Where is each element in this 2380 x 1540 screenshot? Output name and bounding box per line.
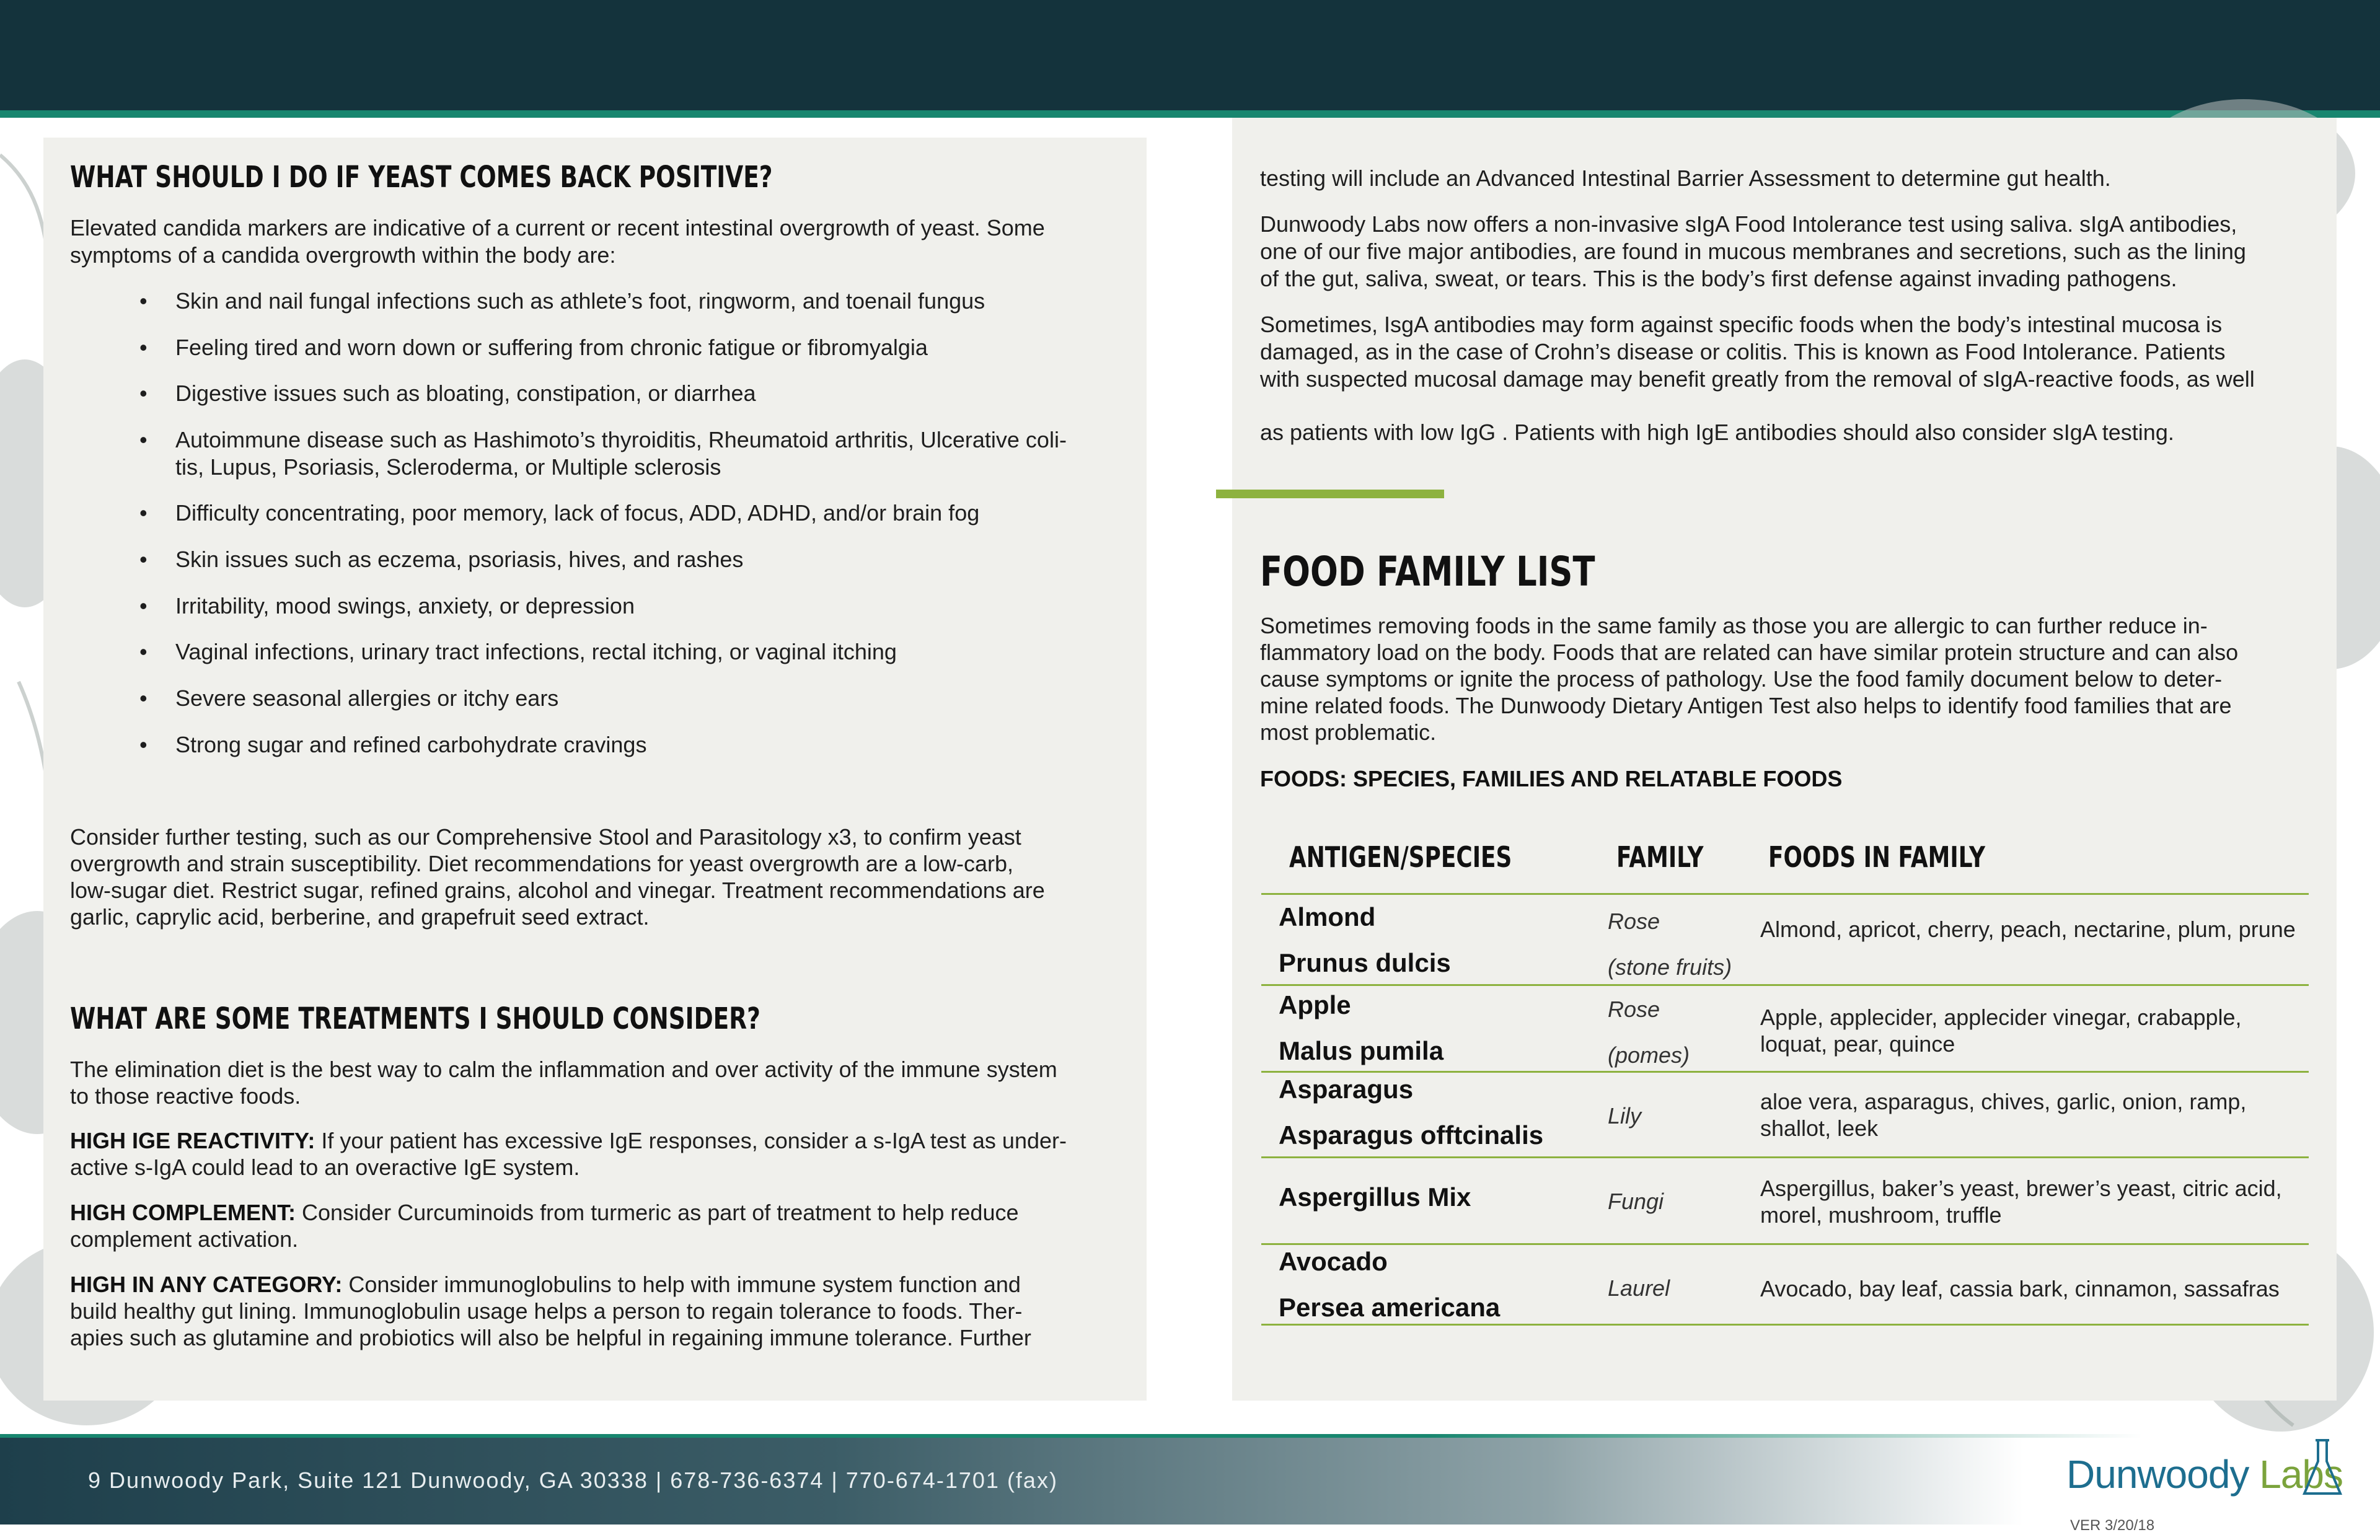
bullet-dot: • xyxy=(139,288,148,314)
complement-text: Consider Curcuminoids from turmeric as part of treatment to help reduce xyxy=(296,1200,1019,1225)
food-family-heading: FOOD FAMILY LIST xyxy=(1260,548,1595,596)
siga-intro-line: Dunwoody Labs now offers a non-invasive sIgA Food Intolerance test using saliva. sIgA antibodies, xyxy=(1260,211,2237,237)
symptom-item-continued: tis, Lupus, Psoriasis, Scleroderma, or Multiple sclerosis xyxy=(175,454,721,480)
bullet-dot: • xyxy=(139,593,148,618)
antigen-name: Avocado xyxy=(1279,1247,1388,1276)
yeast-intro-line-2: symptoms of a candida overgrowth within the body are: xyxy=(70,242,616,268)
bullet-dot: • xyxy=(139,335,148,360)
bullet-dot: • xyxy=(139,547,148,572)
table-rule xyxy=(1261,893,2309,895)
food-family-intro-line: Sometimes removing foods in the same family as those you are allergic to can further reduce in- xyxy=(1260,613,2208,638)
foods-in-family: Almond, apricot, cherry, peach, nectarine, plum, prune xyxy=(1760,917,2296,942)
species-name: Malus pumila xyxy=(1279,1036,1444,1065)
foods-subheading: FOODS: SPECIES, FAMILIES AND RELATABLE FOODS xyxy=(1260,766,1843,791)
yeast-intro-line-1: Elevated candida markers are indicative of a current or recent intestinal overgrowth of yeast. Some xyxy=(70,215,1045,240)
family-name: Rose xyxy=(1608,997,1660,1022)
symptom-item: Vaginal infections, urinary tract infections, rectal itching, or vaginal itching xyxy=(175,639,897,664)
further-testing-line: low-sugar diet. Restrict sugar, refined grains, alcohol and vinegar. Treatment recommendations are xyxy=(70,878,1045,903)
symptom-item: Digestive issues such as bloating, constipation, or diarrhea xyxy=(175,381,756,406)
symptom-item: Difficulty concentrating, poor memory, lack of focus, ADD, ADHD, and/or brain fog xyxy=(175,500,980,526)
bullet-dot: • xyxy=(139,685,148,711)
any-category-line xyxy=(70,1271,1021,1298)
low-igg-line: as patients with low IgG . Patients with high IgE antibodies should also consider sIgA testing. xyxy=(1260,420,2174,445)
ige-reactivity-line: active s-IgA could lead to an overactive IgE system. xyxy=(70,1155,580,1180)
flask-icon xyxy=(2301,1437,2344,1498)
table-rule xyxy=(1261,1156,2309,1158)
table-rule xyxy=(1261,1324,2309,1326)
bullet-dot: • xyxy=(139,381,148,406)
foods-in-family: Apple, applecider, applecider vinegar, crabapple, loquat, pear, quince xyxy=(1760,1005,2242,1057)
table-rule xyxy=(1261,984,2309,986)
food-family-intro-line: cause symptoms or ignite the process of pathology. Use the food family document below to deter- xyxy=(1260,666,2223,692)
species-name: Asparagus offtcinalis xyxy=(1279,1120,1544,1150)
any-category-text: Consider immunoglobulins to help with immune system function and xyxy=(342,1272,1021,1297)
foods-in-family: Aspergillus, baker’s yeast, brewer’s yeast, citric acid, morel, mushroom, truffle xyxy=(1760,1176,2282,1228)
food-family-intro-line: flammatory load on the body. Foods that are related can have similar protein structure and can also xyxy=(1260,640,2239,665)
version-label: VER 3/20/18 xyxy=(2070,1517,2155,1534)
symptom-item: Irritability, mood swings, anxiety, or depression xyxy=(175,593,635,618)
bullet-dot: • xyxy=(139,732,148,757)
complement-line: complement activation. xyxy=(70,1226,299,1252)
symptom-item: Feeling tired and worn down or suffering from chronic fatigue or fibromyalgia xyxy=(175,335,928,360)
antigen-name: Almond xyxy=(1279,902,1376,931)
foods-in-family: Avocado, bay leaf, cassia bark, cinnamon, sassafras xyxy=(1760,1276,2280,1301)
yeast-positive-heading: WHAT SHOULD I DO IF YEAST COMES BACK POSITIVE? xyxy=(70,160,773,195)
isga-line: damaged, as in the case of Crohn’s disease or colitis. This is known as Food Intolerance. Patients xyxy=(1260,339,2226,364)
family-qualifier: (pomes) xyxy=(1608,1042,1690,1068)
antigen-name: Asparagus xyxy=(1279,1075,1414,1104)
table-rule xyxy=(1261,1071,2309,1073)
symptom-item: Severe seasonal allergies or itchy ears xyxy=(175,685,559,711)
siga-intro-line: of the gut, saliva, sweat, or tears. This is the body’s first defense against invading pathogens. xyxy=(1260,266,2177,291)
any-category-label: HIGH IN ANY CATEGORY: xyxy=(70,1272,343,1297)
family-name: Fungi xyxy=(1608,1189,1664,1214)
food-family-intro-line: most problematic. xyxy=(1260,719,1437,745)
foods-in-family: aloe vera, asparagus, chives, garlic, onion, ramp, shallot, leek xyxy=(1760,1089,2247,1141)
bullet-dot: • xyxy=(139,639,148,664)
family-name: Laurel xyxy=(1608,1275,1670,1301)
column-header-family: FAMILY xyxy=(1616,840,1704,874)
bullet-dot: • xyxy=(139,500,148,526)
species-name: Prunus dulcis xyxy=(1279,948,1451,977)
species-name: Persea americana xyxy=(1279,1293,1501,1322)
symptom-item: Skin issues such as eczema, psoriasis, hives, and rashes xyxy=(175,547,744,572)
section-divider xyxy=(1216,490,1444,498)
ige-reactivity-label: HIGH IGE REACTIVITY: xyxy=(70,1128,315,1153)
treatments-heading: WHAT ARE SOME TREATMENTS I SHOULD CONSIDER? xyxy=(70,1001,760,1036)
logo-accent-text: Labs xyxy=(2249,1452,2343,1497)
antigen-name: Aspergillus Mix xyxy=(1279,1182,1471,1212)
complement-label: HIGH COMPLEMENT: xyxy=(70,1200,296,1225)
any-category-line: apies such as glutamine and probiotics will also be helpful in regaining immune tolerance. Further xyxy=(70,1325,1031,1350)
footer-address: 9 Dunwoody Park, Suite 121 Dunwoody, GA 30338 | 678-736-6374 | 770-674-1701 (fax) xyxy=(88,1467,1058,1493)
further-testing-line: Consider further testing, such as our Comprehensive Stool and Parasitology x3, to confirm yeast xyxy=(70,824,1021,850)
symptom-item: Skin and nail fungal infections such as athlete’s foot, ringworm, and toenail fungus xyxy=(175,288,985,314)
further-testing-line: garlic, caprylic acid, berberine, and grapefruit seed extract. xyxy=(70,904,650,930)
isga-line: Sometimes, IsgA antibodies may form against specific foods when the body’s intestinal mucosa is xyxy=(1260,312,2223,337)
column-header-antigen: ANTIGEN/SPECIES xyxy=(1289,840,1512,874)
bullet-dot: • xyxy=(139,427,148,452)
food-family-intro-line: mine related foods. The Dunwoody Dietary Antigen Test also helps to identify food families that are xyxy=(1260,693,2232,718)
testing-continued-line: testing will include an Advanced Intestinal Barrier Assessment to determine gut health. xyxy=(1260,165,2111,191)
elimination-diet-line: The elimination diet is the best way to calm the inflammation and over activity of the immune system xyxy=(70,1057,1057,1082)
symptom-item: Strong sugar and refined carbohydrate cravings xyxy=(175,732,647,757)
table-rule xyxy=(1261,1243,2309,1245)
siga-intro-line: one of our five major antibodies, are found in mucous membranes and secretions, such as the lining xyxy=(1260,239,2246,264)
elimination-diet-line: to those reactive foods. xyxy=(70,1083,301,1109)
family-name: Rose xyxy=(1608,909,1660,934)
antigen-name: Apple xyxy=(1279,990,1351,1019)
family-qualifier: (stone fruits) xyxy=(1608,954,1732,980)
family-name: Lily xyxy=(1608,1103,1642,1129)
column-header-foods: FOODS IN FAMILY xyxy=(1768,840,1985,874)
symptom-item: Autoimmune disease such as Hashimoto’s thyroiditis, Rheumatoid arthritis, Ulcerative coli- xyxy=(175,427,1067,452)
logo-main-text: Dunwoody xyxy=(2066,1452,2249,1497)
isga-line: with suspected mucosal damage may benefit greatly from the removal of sIgA-reactive foods, as well xyxy=(1260,366,2255,392)
complement-line xyxy=(70,1199,1018,1226)
ige-reactivity-text: If your patient has excessive IgE responses, consider a s-IgA test as under- xyxy=(315,1128,1067,1153)
any-category-line: build healthy gut lining. Immunoglobulin usage helps a person to regain tolerance to foods. Ther- xyxy=(70,1298,1023,1324)
ige-reactivity-line xyxy=(70,1127,1067,1155)
further-testing-line: overgrowth and strain susceptibility. Diet recommendations for yeast overgrowth are a low-carb, xyxy=(70,851,1014,876)
